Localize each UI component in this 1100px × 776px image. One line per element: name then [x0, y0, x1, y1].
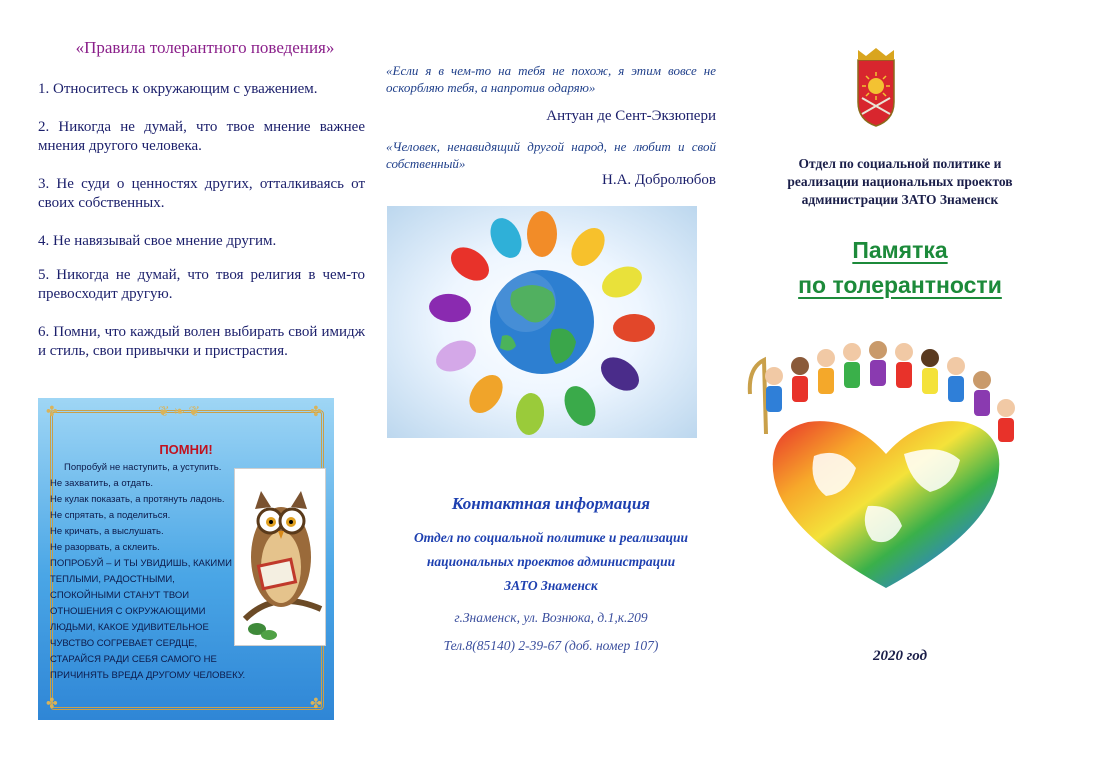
poster-line: ПОПРОБУЙ – И ТЫ УВИДИШЬ, КАКИМИ [50, 558, 232, 569]
memo-title [740, 237, 1060, 264]
quote-author: Антуан де Сент-Экзюпери [546, 108, 716, 124]
corner-ornament-icon: ✤ [46, 697, 58, 712]
children-on-heart-globe-image [744, 336, 1026, 598]
poster-line: ПРИЧИНЯТЬ ВРЕДА ДРУГОМУ ЧЕЛОВЕКУ. [50, 670, 246, 681]
rule-item: 1. Относитесь к окружающим с уважением. [38, 81, 318, 97]
corner-ornament-icon: ✤ [310, 697, 322, 712]
department-name-line: администрации ЗАТО Знаменск [801, 192, 999, 207]
department-name-line: Отдел по социальной политике и [798, 156, 1002, 171]
quote-text: «Если я в чем-то на тебя не похож, я этим вовсе не оскорбляю тебя, а напротив одаряю» [386, 63, 716, 95]
poster-line: СТАРАЙСЯ РАДИ СЕБЯ САМОГО НЕ [50, 654, 217, 665]
heart-globe-children-icon [744, 336, 1026, 598]
corner-ornament-icon: ✤ [46, 405, 58, 420]
contact-org-line: Отдел по социальной политике и реализации [413, 530, 689, 545]
contact-phone: Тел.8(85140) 2-39-67 (доб. номер 107) [443, 638, 659, 653]
ornament-icon: ❦ ❧ ❦ [158, 405, 201, 420]
contact-org-line: ЗАТО Знаменск [504, 578, 598, 593]
quote-author: Н.А. Добролюбов [602, 172, 716, 188]
rule-item: 3. Не суди о ценностях других, отталкиваясь от своих собственных. [38, 176, 365, 211]
rule-item: 5. Никогда не думай, что твоя религия в чем-то превосходит другую. [38, 267, 365, 302]
hands-around-globe-image [387, 206, 697, 438]
memo-subtitle-line: по толерантности [798, 272, 1002, 298]
corner-ornament-icon: ✤ [310, 405, 322, 420]
rule-item: 4. Не навязывай свое мнение другим. [38, 233, 277, 249]
owl-reading-book-icon [235, 469, 325, 645]
department-name-line: реализации национальных проектов [787, 174, 1013, 189]
coat-of-arms-icon [852, 46, 900, 128]
poster-line: Попробуй не наступить, а уступить. [64, 462, 222, 473]
quote-text: «Человек, ненавидящий другой народ, не любит и свой собственный» [386, 139, 716, 171]
poster-line: СПОКОЙНЫМИ СТАНУТ ТВОИ [50, 590, 190, 601]
poster-line: Не спрятать, а поделиться. [50, 510, 171, 521]
poster-line: Не захватить, а отдать. [50, 478, 154, 489]
coat-of-arms [852, 46, 900, 128]
memo-title-line: Памятка [852, 237, 948, 263]
poster-line: Не кулак показать, а протянуть ладонь. [50, 494, 225, 505]
owl-illustration [234, 468, 326, 646]
globe-hands-icon [387, 206, 697, 438]
rule-item: 6. Помни, что каждый волен выбирать свой имидж и стиль, свои привычки и пристрастия. [38, 324, 365, 359]
remember-poster [38, 398, 334, 720]
contact-title: Контактная информация [451, 494, 651, 513]
rules-title: «Правила толерантного поведения» [75, 38, 335, 57]
poster-line: ЧУВСТВО СОГРЕВАЕТ СЕРДЦЕ, [50, 638, 198, 649]
rule-item: 2. Никогда не думай, что твое мнение важнее мнения другого человека. [38, 119, 365, 154]
poster-title: ПОМНИ! [159, 442, 213, 457]
poster-line: Не разорвать, а склеить. [50, 542, 160, 553]
poster-line: ОТНОШЕНИЯ С ОКРУЖАЮЩИМИ [50, 606, 206, 617]
poster-line: Не кричать, а выслушать. [50, 526, 164, 537]
year-label: 2020 год [872, 648, 928, 664]
poster-line: ЛЮДЬМИ, КАКОЕ УДИВИТЕЛЬНОЕ [50, 622, 209, 633]
contact-address: г.Знаменск, ул. Вознюка, д.1,к.209 [454, 610, 648, 625]
poster-line: ТЕПЛЫМИ, РАДОСТНЫМИ, [50, 574, 175, 585]
contact-org-line: национальных проектов администрации [426, 554, 676, 569]
memo-subtitle [740, 272, 1060, 299]
